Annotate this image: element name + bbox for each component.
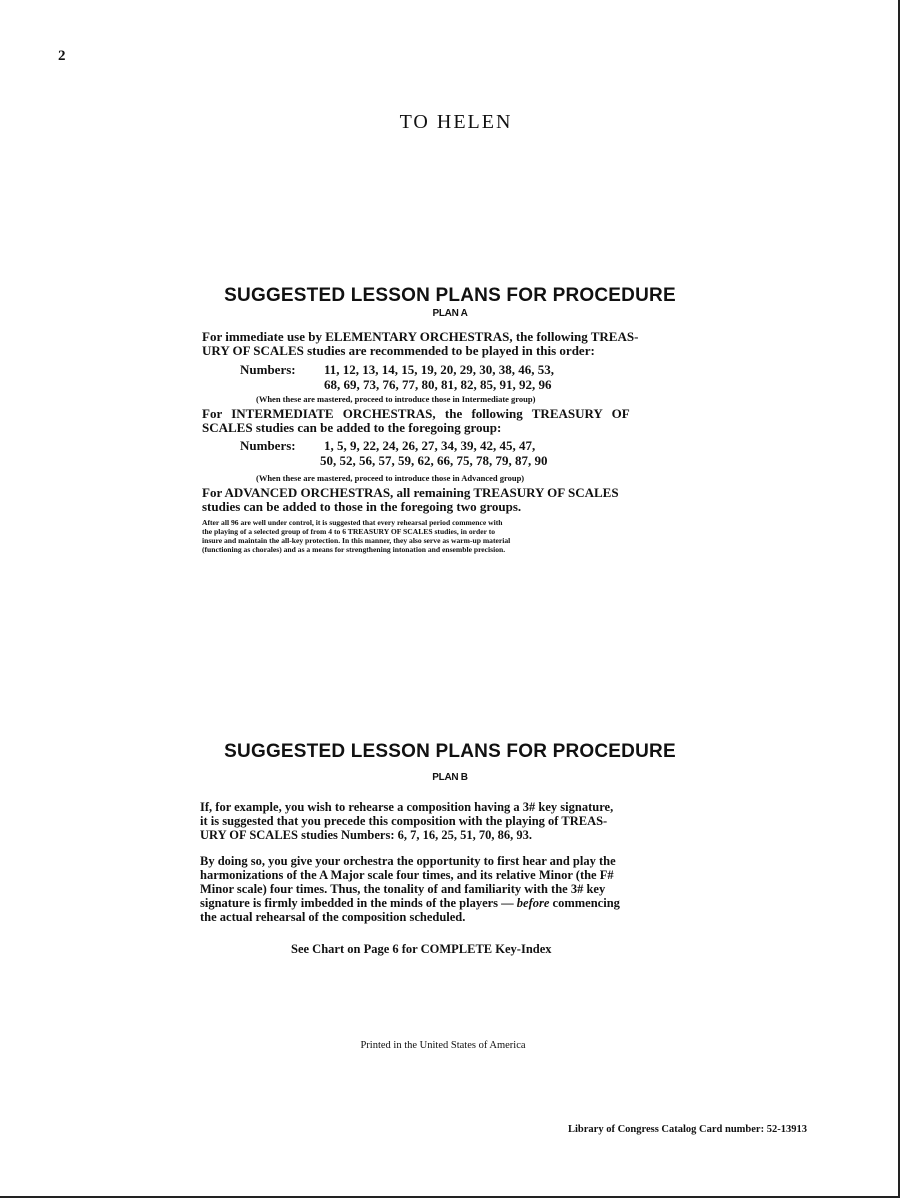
text-line: it is suggested that you precede this composition with the playing of TREAS-: [200, 814, 608, 828]
text-line: harmonizations of the A Major scale four times, and its relative Minor (the F#: [200, 868, 614, 882]
text-line: URY OF SCALES studies Numbers: 6, 7, 16, 25, 51, 70, 86, 93.: [200, 828, 532, 842]
intermediate-note: (When these are mastered, proceed to introduce those in Advanced group): [256, 473, 525, 483]
numbers-line: 68, 69, 73, 76, 77, 80, 81, 82, 85, 91, 92, 96: [324, 377, 552, 392]
plan-a-subheading: PLAN A: [432, 308, 468, 319]
text-line: For immediate use by ELEMENTARY ORCHESTRAS, the following TREAS-: [202, 329, 639, 344]
text-line: For INTERMEDIATE ORCHESTRAS, the following TREASURY OF: [202, 406, 630, 421]
numbers-line: 1, 5, 9, 22, 24, 26, 27, 34, 39, 42, 45, 47,: [324, 438, 536, 453]
page-number: 2: [58, 48, 66, 64]
library-of-congress-number: Library of Congress Catalog Card number: 52-13913: [568, 1124, 807, 1135]
dedication: TO HELEN: [399, 111, 513, 133]
text-line: the actual rehearsal of the composition scheduled.: [200, 910, 466, 924]
printed-in-notice: Printed in the United States of America: [360, 1040, 526, 1051]
text-line: For ADVANCED ORCHESTRAS, all remaining TREASURY OF SCALES: [202, 485, 619, 500]
text-line: studies can be added to those in the foregoing two groups.: [202, 499, 522, 514]
text-line: After all 96 are well under control, it is suggested that every rehearsal period commence with: [202, 518, 503, 527]
closing-paragraph: [202, 518, 510, 554]
text-run: signature is firmly imbedded in the minds of the players —: [200, 896, 517, 910]
numbers-line: 11, 12, 13, 14, 15, 19, 20, 29, 30, 38, 46, 53,: [324, 362, 555, 377]
text-line: [200, 896, 620, 910]
numbers-line: 50, 52, 56, 57, 59, 62, 66, 75, 78, 79, 87, 90: [320, 453, 548, 468]
text-line: Minor scale) four times. Thus, the tonality of and familiarity with the 3# key: [200, 882, 606, 896]
plan-b-heading: SUGGESTED LESSON PLANS FOR PROCEDURE: [224, 741, 676, 762]
text-line: SCALES studies can be added to the foregoing group:: [202, 420, 502, 435]
elementary-note: (When these are mastered, proceed to introduce those in Intermediate group): [256, 394, 536, 404]
text-line: URY OF SCALES studies are recommended to be played in this order:: [202, 343, 595, 358]
text-line: the playing of a selected group of from 4 to 6 TREASURY OF SCALES studies, in order to: [202, 527, 496, 536]
text-line: (functioning as chorales) and as a means for strengthening intonation and ensemble precision.: [202, 545, 506, 554]
text-line: insure and maintain the all-key protection. In this manner, they also serve as warm-up material: [202, 536, 511, 545]
elementary-paragraph: [202, 330, 638, 358]
emphasis-before: before: [516, 896, 550, 910]
numbers-label: Numbers:: [240, 362, 296, 377]
plan-b-paragraph-1: [200, 800, 613, 842]
intermediate-paragraph: [202, 407, 630, 435]
intermediate-numbers: [240, 438, 548, 468]
plan-b-subheading: PLAN B: [432, 772, 468, 783]
text-line: If, for example, you wish to rehearse a composition having a 3# key signature,: [200, 800, 614, 814]
numbers-label: Numbers:: [240, 438, 296, 453]
plan-b-paragraph-2: [200, 854, 620, 924]
text-run: commencing: [549, 896, 620, 910]
text-line: By doing so, you give your orchestra the opportunity to first hear and play the: [200, 854, 616, 868]
chart-reference-note: See Chart on Page 6 for COMPLETE Key-Index: [291, 942, 552, 956]
elementary-numbers: [240, 362, 554, 392]
plan-a-heading: SUGGESTED LESSON PLANS FOR PROCEDURE: [224, 285, 676, 306]
advanced-paragraph: [202, 486, 619, 514]
